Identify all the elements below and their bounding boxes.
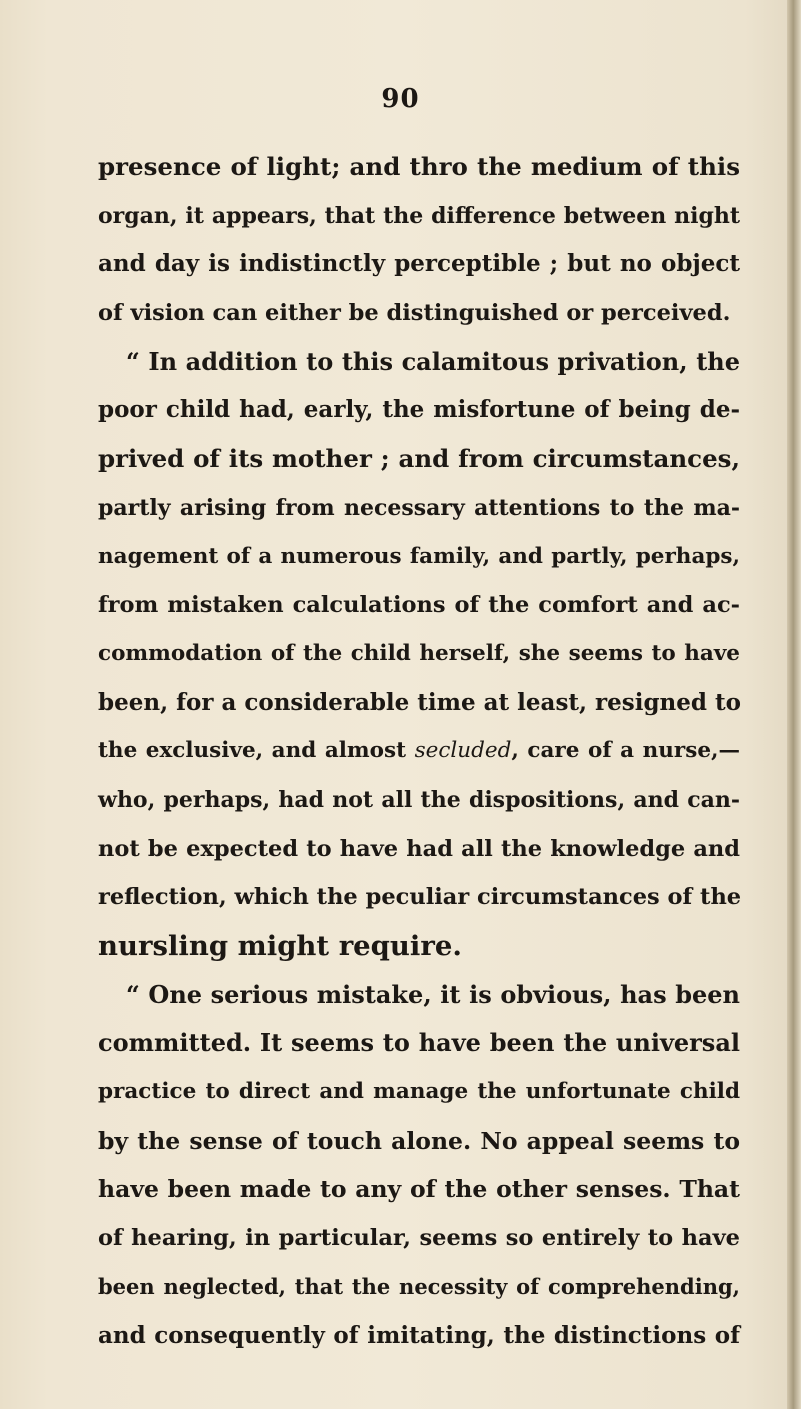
text-line: and day is indistinctly perceptible ; but no object — [98, 250, 740, 278]
text-line: “ One serious mistake, it is obvious, has been — [126, 979, 740, 1009]
page-number: 90 — [381, 84, 420, 114]
text-line: and consequently of imitating, the distinctions of — [98, 1321, 740, 1349]
text-line: prived of its mother ; and from circumstances, — [98, 444, 740, 474]
emphasized-word: secluded — [414, 738, 512, 764]
text-line: been, for a considerable time at least, resigned to — [98, 688, 741, 716]
text-line: of vision can either be distinguished or perceived. — [98, 300, 731, 327]
text-line: committed. It seems to have been the universal — [98, 1028, 740, 1058]
body-text — [98, 143, 740, 1360]
text-line: the exclusive, and almost secluded, care of a nurse,— — [98, 738, 740, 764]
text-line: not be expected to have had all the knowledge and — [98, 835, 740, 862]
text-line: from mistaken calculations of the comfort and ac- — [98, 592, 740, 619]
text-line: reflection, which the peculiar circumstances of the — [98, 884, 742, 911]
page-edge — [787, 0, 801, 1409]
text-line: nagement of a numerous family, and partly, perhaps, — [98, 543, 740, 569]
text-line: been neglected, that the necessity of comprehending, — [98, 1273, 740, 1299]
text-line: organ, it appears, that the difference between night — [98, 202, 740, 229]
text-line: commodation of the child herself, she seems to have — [98, 640, 740, 666]
text-line: have been made to any of the other senses. That — [98, 1175, 740, 1204]
text-line: poor child had, early, the misfortune of being de- — [98, 396, 740, 424]
text-line: partly arising from necessary attentions to the ma- — [98, 494, 740, 521]
text-line: practice to direct and manage the unfortunate child — [98, 1079, 740, 1105]
text-line: by the sense of touch alone. No appeal seems to — [98, 1126, 740, 1155]
text-line: who, perhaps, had not all the dispositions, and can- — [98, 786, 740, 813]
text-line: of hearing, in particular, seems so entirely to have — [98, 1225, 740, 1252]
text-line: presence of light; and thro the medium of this — [98, 152, 740, 181]
text-line: nursling might require. — [98, 930, 462, 962]
text-line: “ In addition to this calamitous privation, the — [126, 346, 740, 376]
